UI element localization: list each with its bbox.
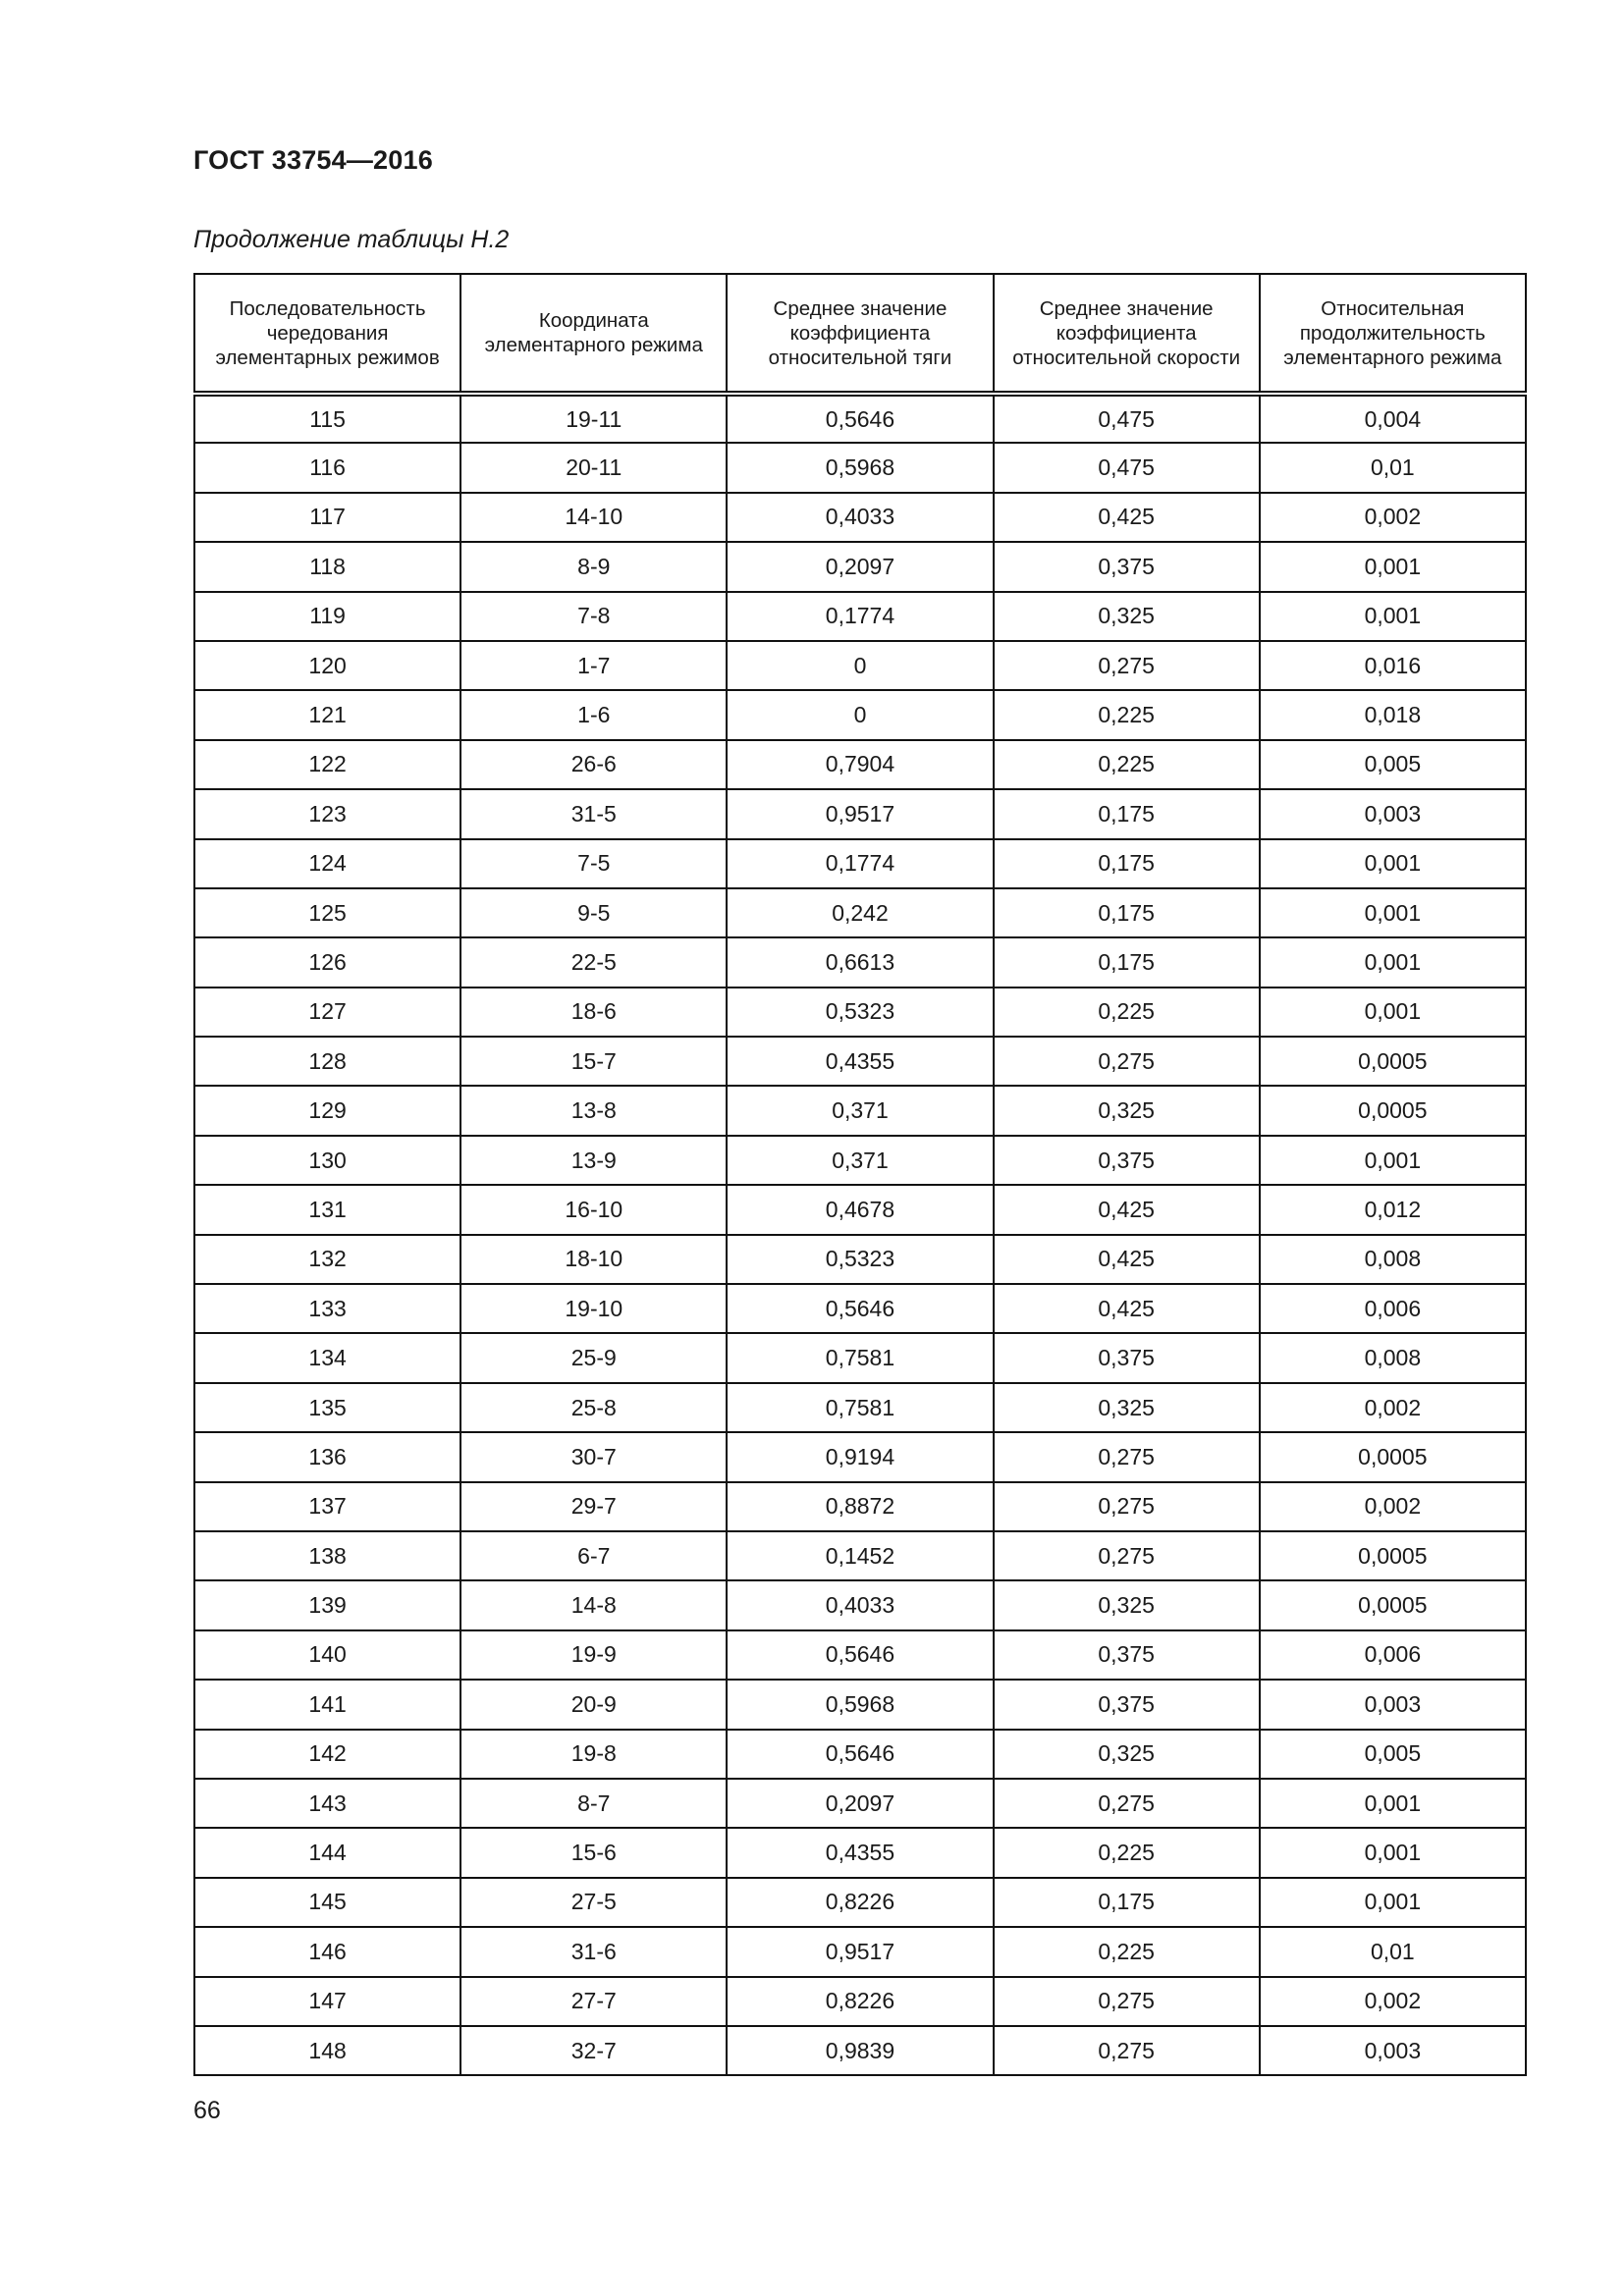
table-cell: 132 <box>194 1235 460 1284</box>
table-cell: 0,8872 <box>727 1482 993 1531</box>
table-cell: 25-8 <box>460 1383 727 1432</box>
table-cell: 18-10 <box>460 1235 727 1284</box>
table-cell: 0,325 <box>994 1383 1260 1432</box>
table-cell: 0,375 <box>994 1680 1260 1729</box>
table-cell: 7-8 <box>460 592 727 641</box>
table-cell: 0,4033 <box>727 1580 993 1629</box>
table-cell: 20-11 <box>460 443 727 492</box>
table-cell: 0,225 <box>994 740 1260 789</box>
table-cell: 0,2097 <box>727 542 993 591</box>
table-row <box>194 1878 1526 1927</box>
table-cell: 27-5 <box>460 1878 727 1927</box>
table-cell: 20-9 <box>460 1680 727 1729</box>
table-row <box>194 493 1526 542</box>
table-cell: 0,9194 <box>727 1432 993 1481</box>
column-header-5: Относительная продолжительность элементарного режима <box>1260 274 1526 394</box>
table-cell: 30-7 <box>460 1432 727 1481</box>
table-cell: 0,5323 <box>727 1235 993 1284</box>
table-cell: 0,002 <box>1260 1383 1526 1432</box>
table-cell: 0,016 <box>1260 641 1526 690</box>
table-cell: 0,5968 <box>727 443 993 492</box>
table-row <box>194 937 1526 987</box>
table-cell: 0 <box>727 641 993 690</box>
table-cell: 0,4355 <box>727 1037 993 1086</box>
table-cell: 145 <box>194 1878 460 1927</box>
table-row <box>194 1432 1526 1481</box>
table-row <box>194 1580 1526 1629</box>
table-cell: 0,275 <box>994 2026 1260 2075</box>
table-cell: 27-7 <box>460 1977 727 2026</box>
table-cell: 0,8226 <box>727 1977 993 2026</box>
table-cell: 0,001 <box>1260 592 1526 641</box>
table-cell: 0,004 <box>1260 394 1526 443</box>
table-row <box>194 1185 1526 1234</box>
table-cell: 0,325 <box>994 1580 1260 1629</box>
table-caption: Продолжение таблицы Н.2 <box>193 226 510 253</box>
table-cell: 0,6613 <box>727 937 993 987</box>
table-cell: 148 <box>194 2026 460 2075</box>
table-cell: 0,0005 <box>1260 1580 1526 1629</box>
table-row <box>194 839 1526 888</box>
table-cell: 0,425 <box>994 1235 1260 1284</box>
table-cell: 125 <box>194 888 460 937</box>
table-cell: 0,375 <box>994 1630 1260 1680</box>
table-cell: 0,001 <box>1260 988 1526 1037</box>
table-cell: 0,475 <box>994 394 1260 443</box>
table-cell: 0,1774 <box>727 839 993 888</box>
table-cell: 0,01 <box>1260 443 1526 492</box>
table-cell: 0,1774 <box>727 592 993 641</box>
table-cell: 0,8226 <box>727 1878 993 1927</box>
table-cell: 0,375 <box>994 1333 1260 1382</box>
table-row <box>194 394 1526 443</box>
table-cell: 0,175 <box>994 937 1260 987</box>
table-cell: 122 <box>194 740 460 789</box>
table-cell: 0,002 <box>1260 1977 1526 2026</box>
table-cell: 0,9517 <box>727 789 993 838</box>
table-cell: 16-10 <box>460 1185 727 1234</box>
table-cell: 0,7904 <box>727 740 993 789</box>
table-cell: 138 <box>194 1531 460 1580</box>
table-cell: 0,175 <box>994 789 1260 838</box>
table-cell: 29-7 <box>460 1482 727 1531</box>
column-header-4: Среднее значение коэффициента относительной скорости <box>994 274 1260 394</box>
table-cell: 25-9 <box>460 1333 727 1382</box>
table-row <box>194 1136 1526 1185</box>
table-cell: 0,225 <box>994 988 1260 1037</box>
table-cell: 19-9 <box>460 1630 727 1680</box>
table-cell: 14-8 <box>460 1580 727 1629</box>
table-row <box>194 1482 1526 1531</box>
table-cell: 0,006 <box>1260 1284 1526 1333</box>
table-row <box>194 1235 1526 1284</box>
table-cell: 0,5646 <box>727 1284 993 1333</box>
table-cell: 144 <box>194 1828 460 1877</box>
table-cell: 19-10 <box>460 1284 727 1333</box>
table-cell: 0,325 <box>994 592 1260 641</box>
document-code: ГОСТ 33754—2016 <box>193 145 433 175</box>
table-cell: 0,012 <box>1260 1185 1526 1234</box>
column-header-2: Координата элементарного режима <box>460 274 727 394</box>
table-cell: 0,001 <box>1260 839 1526 888</box>
table-cell: 0,175 <box>994 888 1260 937</box>
table-cell: 0,0005 <box>1260 1086 1526 1135</box>
table-cell: 139 <box>194 1580 460 1629</box>
table-cell: 0,2097 <box>727 1779 993 1828</box>
table-cell: 15-7 <box>460 1037 727 1086</box>
table-cell: 0,001 <box>1260 542 1526 591</box>
table-cell: 0,275 <box>994 1531 1260 1580</box>
table-cell: 0,1452 <box>727 1531 993 1580</box>
table-row <box>194 1927 1526 1976</box>
table-cell: 143 <box>194 1779 460 1828</box>
table-cell: 19-11 <box>460 394 727 443</box>
table-row <box>194 1680 1526 1729</box>
table-row <box>194 988 1526 1037</box>
table-cell: 0,4033 <box>727 493 993 542</box>
page-number: 66 <box>193 2097 221 2124</box>
table-cell: 119 <box>194 592 460 641</box>
table-cell: 137 <box>194 1482 460 1531</box>
table-cell: 0,001 <box>1260 1779 1526 1828</box>
table-cell: 0,275 <box>994 641 1260 690</box>
table-cell: 0,7581 <box>727 1333 993 1382</box>
table-header <box>194 274 1526 394</box>
table-cell: 0,275 <box>994 1779 1260 1828</box>
table-row <box>194 542 1526 591</box>
table-cell: 126 <box>194 937 460 987</box>
table-cell: 0,371 <box>727 1136 993 1185</box>
table-cell: 120 <box>194 641 460 690</box>
table-cell: 0,225 <box>994 1927 1260 1976</box>
table-cell: 22-5 <box>460 937 727 987</box>
table-cell: 31-6 <box>460 1927 727 1976</box>
table-cell: 136 <box>194 1432 460 1481</box>
table-cell: 129 <box>194 1086 460 1135</box>
table-body <box>194 394 1526 2075</box>
table-row <box>194 443 1526 492</box>
table-cell: 14-10 <box>460 493 727 542</box>
table-cell: 0,001 <box>1260 1878 1526 1927</box>
table-row <box>194 1284 1526 1333</box>
column-header-1: Последовательность чередования элементарных режимов <box>194 274 460 394</box>
table-cell: 123 <box>194 789 460 838</box>
table-cell: 0,0005 <box>1260 1531 1526 1580</box>
table-cell: 13-9 <box>460 1136 727 1185</box>
table-header-row <box>194 274 1526 394</box>
table-cell: 134 <box>194 1333 460 1382</box>
table-cell: 0,425 <box>994 1185 1260 1234</box>
table-cell: 0,001 <box>1260 937 1526 987</box>
table-cell: 0,01 <box>1260 1927 1526 1976</box>
table-cell: 0,5968 <box>727 1680 993 1729</box>
table-row <box>194 592 1526 641</box>
table-cell: 0,175 <box>994 1878 1260 1927</box>
table-cell: 0,002 <box>1260 1482 1526 1531</box>
table-cell: 0,5646 <box>727 1630 993 1680</box>
table-cell: 116 <box>194 443 460 492</box>
table-cell: 0,5646 <box>727 1730 993 1779</box>
table-row <box>194 1779 1526 1828</box>
table-row <box>194 740 1526 789</box>
table-cell: 0,425 <box>994 1284 1260 1333</box>
table-cell: 19-8 <box>460 1730 727 1779</box>
data-table <box>193 273 1527 2076</box>
table-row <box>194 1531 1526 1580</box>
table-cell: 142 <box>194 1730 460 1779</box>
table-cell: 115 <box>194 394 460 443</box>
table-cell: 0,0005 <box>1260 1432 1526 1481</box>
table-row <box>194 1333 1526 1382</box>
table-cell: 0,006 <box>1260 1630 1526 1680</box>
table-row <box>194 690 1526 739</box>
column-header-3: Среднее значение коэффициента относительной тяги <box>727 274 993 394</box>
table-cell: 141 <box>194 1680 460 1729</box>
table-cell: 0 <box>727 690 993 739</box>
table-cell: 124 <box>194 839 460 888</box>
table-cell: 117 <box>194 493 460 542</box>
table-cell: 31-5 <box>460 789 727 838</box>
table-cell: 0,5646 <box>727 394 993 443</box>
table-row <box>194 789 1526 838</box>
table-cell: 0,475 <box>994 443 1260 492</box>
table-cell: 0,225 <box>994 690 1260 739</box>
table-cell: 121 <box>194 690 460 739</box>
table-cell: 0,425 <box>994 493 1260 542</box>
table-cell: 0,275 <box>994 1037 1260 1086</box>
table-cell: 0,275 <box>994 1977 1260 2026</box>
table-cell: 128 <box>194 1037 460 1086</box>
table-cell: 6-7 <box>460 1531 727 1580</box>
table-cell: 0,018 <box>1260 690 1526 739</box>
table-cell: 8-7 <box>460 1779 727 1828</box>
table-row <box>194 1086 1526 1135</box>
table-row <box>194 1730 1526 1779</box>
table-cell: 0,325 <box>994 1086 1260 1135</box>
table-cell: 127 <box>194 988 460 1037</box>
table-row <box>194 641 1526 690</box>
table-cell: 0,001 <box>1260 1828 1526 1877</box>
table-cell: 0,275 <box>994 1432 1260 1481</box>
table-cell: 0,375 <box>994 542 1260 591</box>
table-row <box>194 888 1526 937</box>
table-cell: 0,375 <box>994 1136 1260 1185</box>
table-cell: 1-7 <box>460 641 727 690</box>
table-cell: 1-6 <box>460 690 727 739</box>
table-cell: 15-6 <box>460 1828 727 1877</box>
table-cell: 32-7 <box>460 2026 727 2075</box>
table-row <box>194 1037 1526 1086</box>
table-cell: 8-9 <box>460 542 727 591</box>
table-cell: 133 <box>194 1284 460 1333</box>
table-cell: 0,008 <box>1260 1333 1526 1382</box>
table-cell: 140 <box>194 1630 460 1680</box>
table-cell: 0,4678 <box>727 1185 993 1234</box>
table-cell: 18-6 <box>460 988 727 1037</box>
table-cell: 0,371 <box>727 1086 993 1135</box>
table-cell: 9-5 <box>460 888 727 937</box>
table-cell: 146 <box>194 1927 460 1976</box>
table-cell: 0,008 <box>1260 1235 1526 1284</box>
table-cell: 0,275 <box>994 1482 1260 1531</box>
table-cell: 0,225 <box>994 1828 1260 1877</box>
table-cell: 0,003 <box>1260 789 1526 838</box>
table-cell: 0,005 <box>1260 740 1526 789</box>
table-cell: 13-8 <box>460 1086 727 1135</box>
table-cell: 0,9517 <box>727 1927 993 1976</box>
table-cell: 0,7581 <box>727 1383 993 1432</box>
table-row <box>194 1383 1526 1432</box>
table-cell: 118 <box>194 542 460 591</box>
table-cell: 131 <box>194 1185 460 1234</box>
table-cell: 147 <box>194 1977 460 2026</box>
table-cell: 0,0005 <box>1260 1037 1526 1086</box>
table-cell: 26-6 <box>460 740 727 789</box>
table-cell: 0,4355 <box>727 1828 993 1877</box>
table-cell: 0,005 <box>1260 1730 1526 1779</box>
table-cell: 0,002 <box>1260 493 1526 542</box>
table-cell: 0,325 <box>994 1730 1260 1779</box>
table-cell: 135 <box>194 1383 460 1432</box>
table-cell: 0,5323 <box>727 988 993 1037</box>
table-cell: 0,001 <box>1260 888 1526 937</box>
table-row <box>194 2026 1526 2075</box>
table-cell: 0,003 <box>1260 1680 1526 1729</box>
table-cell: 130 <box>194 1136 460 1185</box>
table-cell: 0,175 <box>994 839 1260 888</box>
table-cell: 0,001 <box>1260 1136 1526 1185</box>
table-row <box>194 1977 1526 2026</box>
table-row <box>194 1828 1526 1877</box>
table-cell: 0,242 <box>727 888 993 937</box>
table-cell: 0,003 <box>1260 2026 1526 2075</box>
table-cell: 7-5 <box>460 839 727 888</box>
table-cell: 0,9839 <box>727 2026 993 2075</box>
table-row <box>194 1630 1526 1680</box>
